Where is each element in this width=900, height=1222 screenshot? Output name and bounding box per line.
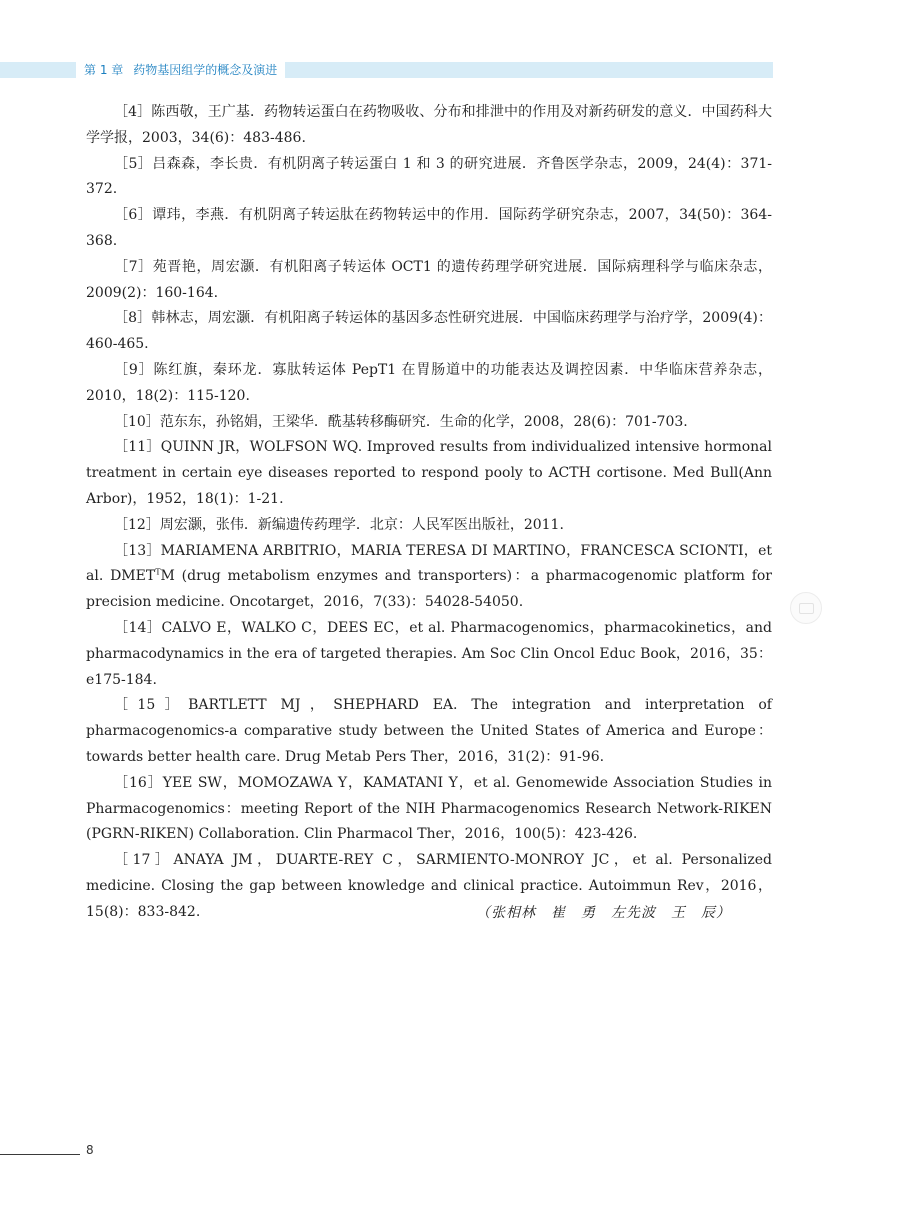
reference-item-7 <box>86 255 772 307</box>
reference-text: ANAYA JM，DUARTE-REY C，SARMIENTO-MONROY JC，et al. Personalized medicine. Closing the gap between knowledge and clinical practice. Autoimmun Rev，2016，15(8)：833-842. <box>86 852 772 920</box>
reference-number: ［5］ <box>114 155 153 172</box>
reference-number: ［11］ <box>114 439 161 456</box>
reference-text: 陈红旗，秦环龙．寡肽转运体 PepT1 在胃肠道中的功能表达及调控因素．中华临床营养杂志，2010，18(2)：115-120. <box>86 361 772 404</box>
page-number: 8 <box>86 1143 94 1157</box>
reference-text: MARIAMENA ARBITRIO，MARIA TERESA DI MARTINO，FRANCESCA SCIONTI，et al. DMET <box>86 542 772 585</box>
reference-number: ［4］ <box>114 104 152 120</box>
reference-number: ［8］ <box>114 310 152 327</box>
reference-number: ［9］ <box>114 361 154 378</box>
reference-number: ［15］ <box>114 697 189 714</box>
bookmark-icon[interactable] <box>790 592 822 624</box>
reference-item-6 <box>86 203 772 255</box>
reference-list <box>86 100 772 926</box>
reference-number: ［12］ <box>114 516 160 533</box>
reference-number: ［10］ <box>114 413 160 430</box>
reference-text: QUINN JR，WOLFSON WQ. Improved results from individualized intensive hormonal treatment in certain eye diseases reported to respond pooly to ACTH cortisone. Med Bull(Ann Arbor)，1952，18(1)：1-21. <box>86 439 772 507</box>
reference-text: 范东东，孙铭娟，王梁华．酰基转移酶研究．生命的化学，2008，28(6)：701-703. <box>159 413 688 430</box>
reference-number: ［14］ <box>114 619 162 636</box>
reference-number: ［17］ <box>114 852 174 869</box>
reference-number: ［16］ <box>114 774 163 791</box>
reference-text: YEE SW，MOMOZAWA Y，KAMATANI Y，et al. Genomewide Association Studies in Pharmacogenomics：meeting Report of the NIH Pharmacogenomics Research Network-RIKEN (PGRN-RIKEN) Collaboration. Clin Pharmacol Ther，2016，100(5)：423-426. <box>86 774 772 843</box>
chapter-number: 第 1 章 <box>84 63 124 77</box>
reference-item-5 <box>86 152 772 204</box>
footer-divider <box>0 1154 80 1155</box>
reference-text: BARTLETT MJ，SHEPHARD EA. The integration and interpretation of pharmacogenomics-a comparative study between the United States of America and Europe：towards better health care. Drug Metab Pers Ther，2016，31(2)：91-96. <box>86 697 772 765</box>
reference-item-14 <box>86 616 772 693</box>
reference-item-16 <box>86 771 772 848</box>
reference-item-11 <box>86 435 772 512</box>
reference-text: 周宏灏，张伟．新编遗传药理学．北京：人民军医出版社，2011. <box>159 516 564 533</box>
reference-text: 谭玮，李燕．有机阴离子转运肽在药物转运中的作用．国际药学研究杂志，2007，34(50)：364-368. <box>86 207 772 249</box>
chapter-title: 药物基因组学的概念及演进 <box>133 63 278 77</box>
reference-item-13 <box>86 539 772 616</box>
reference-text: 陈西敬，王广基．药物转运蛋白在药物吸收、分布和排泄中的作用及对新药研发的意义．中国药科大学学报，2003，34(6)：483-486. <box>86 104 772 146</box>
reference-text: 苑晋艳，周宏灏．有机阳离子转运体 OCT1 的遗传药理学研究进展．国际病理科学与临床杂志，2009(2)：160-164. <box>86 258 772 301</box>
chapter-authors: （张相林 崔 勇 左先波 王 辰） <box>476 905 731 921</box>
reference-item-9 <box>86 358 772 410</box>
reference-text-continued: M (drug metabolism enzymes and transporters)：a pharmacogenomic platform for precision medicine. Oncotarget，2016，7(33)：54028-54050. <box>86 568 773 611</box>
reference-item-12 <box>86 513 772 539</box>
reference-item-15 <box>86 693 772 770</box>
reference-text: 吕森森，李长贵．有机阴离子转运蛋白 1 和 3 的研究进展．齐鲁医学杂志，2009，24(4)：371-372. <box>86 155 772 198</box>
superscript: T <box>155 567 161 577</box>
reference-number: ［6］ <box>114 207 153 224</box>
reference-item-4 <box>86 100 772 152</box>
chapter-header <box>76 62 285 78</box>
reference-number: ［13］ <box>114 542 161 559</box>
reference-number: ［7］ <box>114 258 153 275</box>
reference-text: 韩林志，周宏灏．有机阳离子转运体的基因多态性研究进展．中国临床药理学与治疗学，2009(4)：460-465. <box>86 310 772 353</box>
reference-item-10 <box>86 410 772 436</box>
reference-item-8 <box>86 306 772 358</box>
reference-text: CALVO E，WALKO C，DEES EC，et al. Pharmacogenomics，pharmacokinetics，and pharmacodynamics in the era of targeted therapies. Am Soc Clin Oncol Educ Book，2016，35：e175-184. <box>86 619 772 688</box>
